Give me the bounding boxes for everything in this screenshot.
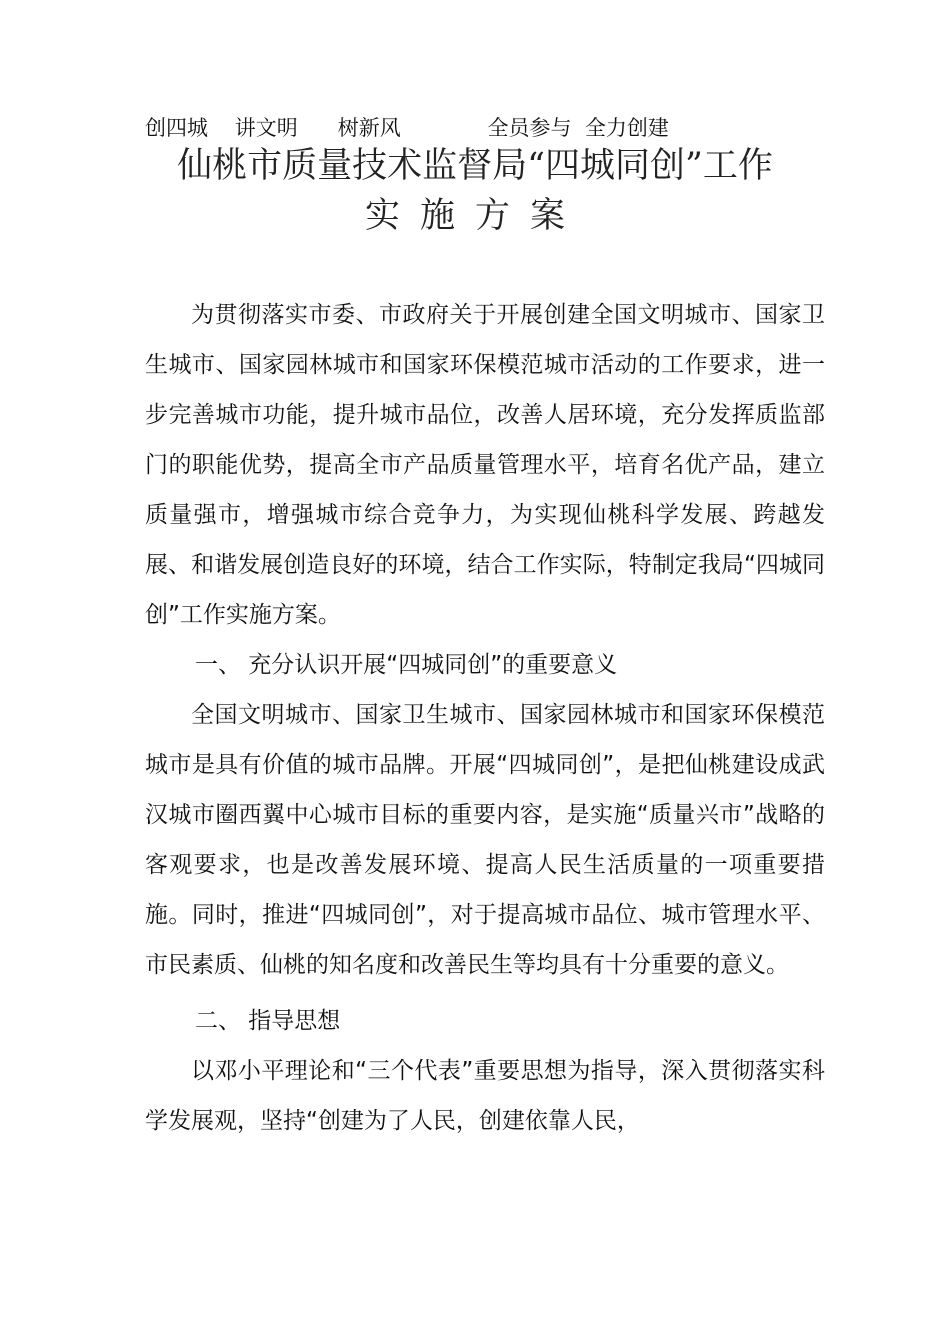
document-body [145, 290, 825, 1146]
slogan-1: 创四城 [145, 116, 208, 140]
section2-paragraph: 以邓小平理论和“三个代表”重要思想为指导，深入贯彻落实科学发展观，坚持“创建为了人民，创建依靠人民， [145, 1058, 825, 1134]
document-title: 仙桃市质量技术监督局“四城同创”工作 [177, 146, 773, 186]
section2-heading: 二、 指导思想 [195, 1008, 341, 1034]
intro-paragraph: 为贯彻落实市委、市政府关于开展创建全国文明城市、国家卫生城市、国家园林城市和国家环保模范城市活动的工作要求，进一步完善城市功能，提升城市品位，改善人居环境，充分发挥质监部门的职能优势，提高全市产品质量管理水平，培育名优产品，建立质量强市，增强城市综合竞争力，为实现仙桃科学发展、跨越发展、和谐发展创造良好的环境，结合工作实际，特制定我局“四城同创”工作实施方案。 [145, 302, 825, 628]
section1-paragraph: 全国文明城市、国家卫生城市、国家园林城市和国家环保模范城市是具有价值的城市品牌。开展“四城同创”，是把仙桃建设成武汉城市圈西翼中心城市目标的重要内容，是实施“质量兴市”战略的客观要求，也是改善发展环境、提高人民生活质量的一项重要措施。同时，推进“四城同创”，对于提高城市品位、城市管理水平、市民素质、仙桃的知名度和改善民生等均具有十分重要的意义。 [145, 702, 825, 978]
slogan-2: 讲文明 [234, 116, 298, 140]
slogan-4: 全员参与 [487, 116, 572, 140]
slogan-5: 全力创建 [584, 116, 669, 140]
slogan-3: 树新风 [337, 116, 401, 140]
document-subtitle: 实施方案 [364, 196, 585, 236]
section1-heading: 一、 充分认识开展“四城同创”的重要意义 [195, 652, 618, 678]
